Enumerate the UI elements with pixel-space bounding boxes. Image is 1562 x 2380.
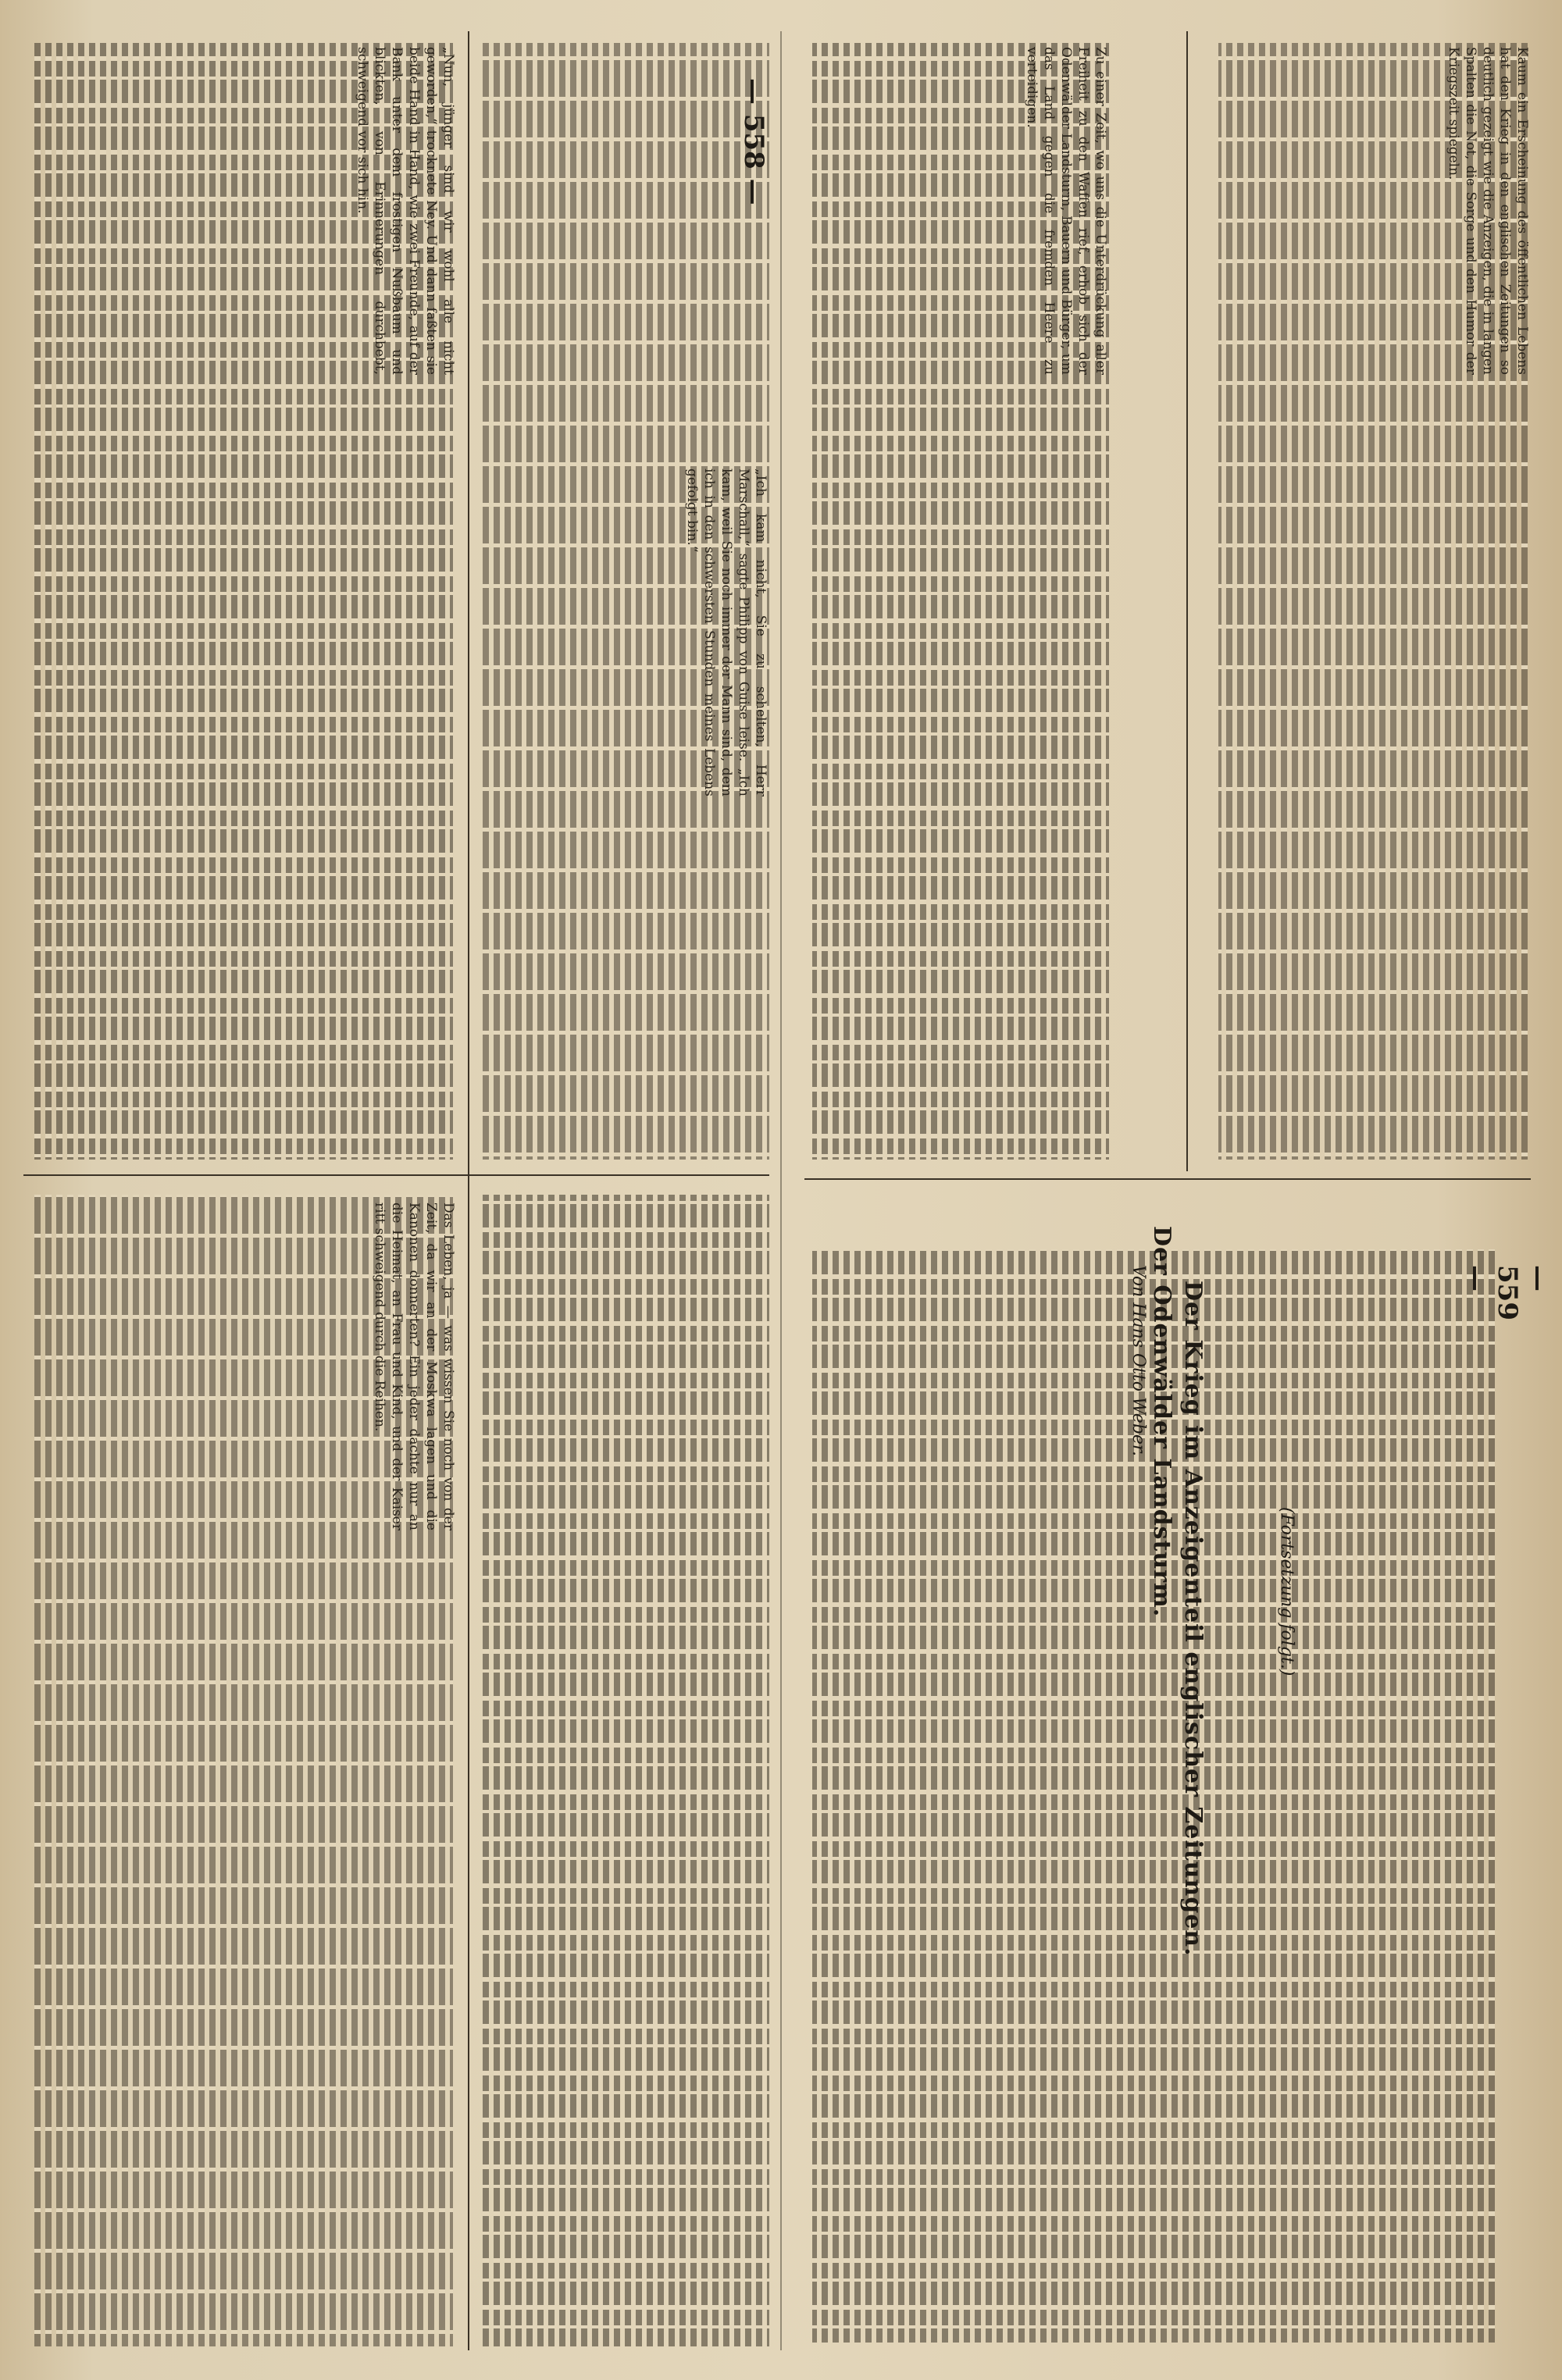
- odenwald-title: Der Odenwälder Landsturm.: [1148, 1226, 1175, 1618]
- excerpt-top-left: „Nun, jünger sind wir wohl alle nicht geworden,“ trocknete Ney. Und dann faßten sie beide Hand in Hand, wie zwei Freunde, auf der Bank unter dem frostigen Nußbaum und blickten, von Erinnerungen durchbebt, schweigend vor sich hin.: [355, 47, 456, 375]
- war-ads-title: Der Krieg im Anzeigenteil englischer Zeitungen.: [1179, 1281, 1207, 1957]
- page-number-right: — 559 —: [1460, 1265, 1554, 1320]
- column-block: [480, 1195, 769, 2346]
- odenwald-byline: Von Hans Otto Weber.: [1129, 1265, 1148, 1457]
- excerpt-mid-left: „Ich kam nicht, Sie zu schelten, Herr Marschall,“ sagte Philipp von Guise leise. „Ich kam, weil Sie noch immer der Mann sind, dem ich in den schwersten Stunden meines Lebens gefolgt bin.“: [684, 469, 769, 796]
- excerpt-far-right: Kaum ein Erscheinung des öffentlichen Lebens hat den Krieg in den englischen Zeitungen so deutlich gezeigt wie die Anzeigen, die in langen Spalten die Not, die Sorge und den Humor der Kriegszeit spiegeln.: [1446, 47, 1530, 375]
- page-number-left: — 558 —: [738, 78, 769, 205]
- odenwald-continued: (Fortsetzung folgt.): [1277, 1507, 1296, 1676]
- excerpt-lower-left: Das Leben, ja — was wissen Sie noch von der Zeit, da wir an der Moskwa lagen und die Kanonen donnerten? Ein jeder dachte nur an die Heimat, an Frau und Kind, und der Kaiser ritt schweigend durch die Reihen.: [372, 1202, 456, 1530]
- excerpt-right-col: Zu einer Zeit, wo uns die Unterdrückung aller Freiheit zu den Waffen rief, erhob sich der Odenwälder Landsturm, Bauern und Bürger, um das Land gegen die fremden Heere zu verteidigen.: [1024, 47, 1108, 375]
